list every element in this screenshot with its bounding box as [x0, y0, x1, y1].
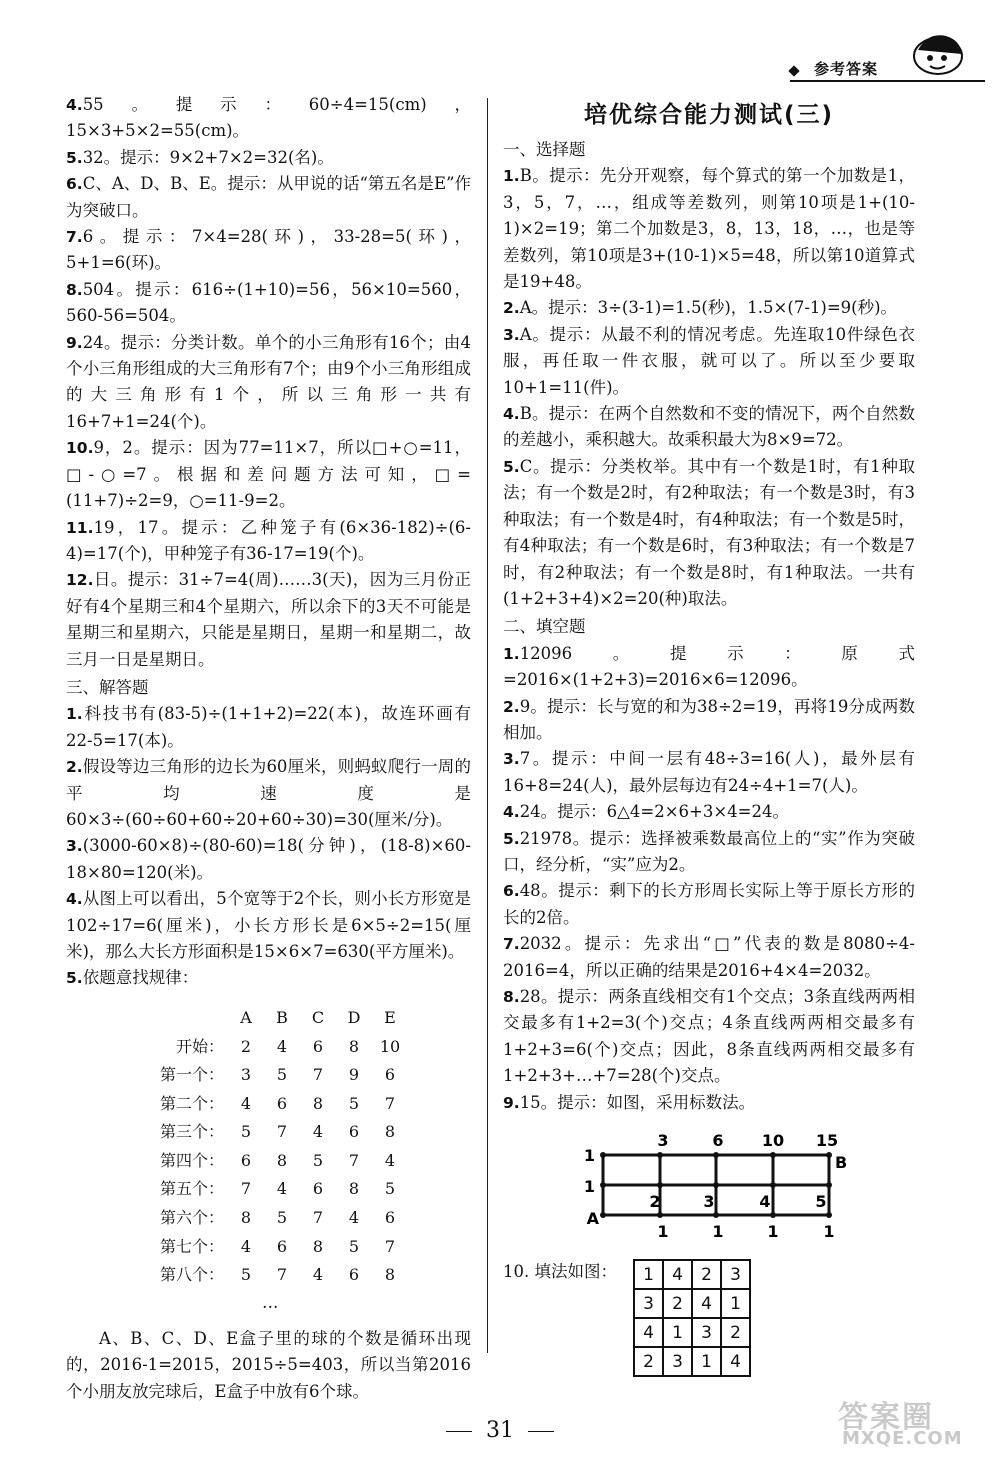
- table-cell: 7: [312, 1065, 324, 1085]
- left-label: 1: [583, 1146, 595, 1166]
- table-cell: 9: [348, 1065, 360, 1085]
- middle-label: 4: [759, 1192, 771, 1212]
- answer-item: 5.C。提示：分类枚举。其中有一个数是1时，有1种取法；有一个数是2时，有2种取法；有一个数是3时，有3种取法；有一个数是4时，有4种取法；有一个数是5时，有4种取法；有一个数是6时，有3种取法；有一个数是7时，有2种取法；有一个数是8时，有1种取法。一共有(1+2+3+4)×2=20(种)取法。: [503, 456, 915, 608]
- table-cell: 5: [348, 1236, 360, 1256]
- grid-cell: 2: [721, 1318, 750, 1347]
- table-cell: 7: [384, 1093, 396, 1113]
- question-10: [503, 1257, 915, 1387]
- table-row: [138, 1147, 408, 1176]
- grid-cell: 2: [663, 1289, 692, 1318]
- answer-item: 3.A。提示：从最不利的情况考虑。先连取10件绿色衣服，再任取一件衣服，就可以了。所以至少要取10+1=11(件)。: [503, 324, 915, 397]
- grid-cell: 4: [692, 1289, 721, 1318]
- answer-item: 12.日。提示：31÷7=4(周)……3(天)，因为三月份正好有4个星期三和4个星期六，所以余下的3天不可能是星期三和星期六，只能是星期日，星期一和星期二，故三月一日是星期日。: [66, 570, 471, 669]
- answer-item: 5.21978。提示：选择被乘数最高位上的“实”作为突破口，经分析，“实”应为2。: [503, 828, 915, 874]
- answer-item: 2.9。提示：长与宽的和为38÷2=19，再将19分成两数相加。: [503, 696, 915, 742]
- table-cell: 6: [276, 1093, 288, 1113]
- left-label: 1: [583, 1177, 595, 1197]
- header-label: 参考答案: [814, 60, 879, 78]
- grid-row: [634, 1289, 750, 1318]
- table-cell: 6: [312, 1036, 324, 1056]
- table-cell: 2: [240, 1036, 252, 1056]
- grid-cell: 3: [634, 1289, 663, 1318]
- table-cell: 4: [240, 1236, 252, 1256]
- answer-item: 8.28。提示：两条直线相交有1个交点；3条直线两两相交最多有1+2=3(个)交点；4条直线两两相交最多有1+2+3=6(个)交点；因此，8条直线两两相交最多有1+2+3+…+7=28(个)交点。: [503, 987, 915, 1086]
- answer-item: 1.B。提示：先分开观察，每个算式的第一个加数是1，3，5，7，…，组成等差数列，则第10项是1+(10-1)×2=19；第二个加数是3，8，13，18，…，也是等差数列，第10项是3+(10-1)×5=48，所以第10道算式是19+48。: [503, 166, 915, 292]
- table-row: [138, 1061, 408, 1090]
- middle-label: 5: [815, 1192, 827, 1212]
- table-row: [138, 1204, 408, 1233]
- row-label: 第二个：: [159, 1093, 224, 1113]
- column-header: D: [347, 1007, 361, 1027]
- bottom-label: 1: [712, 1222, 724, 1242]
- answer-item: 4.55。提示：60÷4=15(cm)，15×3+5×2=55(cm)。: [66, 95, 471, 141]
- table-cell: 8: [312, 1236, 324, 1256]
- table-cell: 4: [276, 1036, 288, 1056]
- conclusion-text: A、B、C、D、E盒子里的球的个数是循环出现的，2016-1=2015，2015÷5=403，所以当第2016个小朋友放完球后，E盒子中放有6个球。: [66, 1328, 471, 1401]
- path-count-figure: [503, 1120, 915, 1255]
- answer-item: 4.从图上可以看出，5个宽等于2个长，则小长方形宽是102÷17=6(厘米)，小长方形长是6×5÷2=15(厘米)，那么大长方形面积是15×6×7=630(平方厘米)。: [66, 889, 471, 961]
- middle-label: 2: [649, 1192, 661, 1212]
- watermark-url: MXQE.COM: [842, 1428, 963, 1449]
- row-label: 第四个：: [159, 1150, 224, 1170]
- header-rule: [790, 80, 985, 82]
- table-cell: 6: [384, 1208, 396, 1228]
- number-grid: [633, 1259, 751, 1377]
- table-cell: 6: [276, 1236, 288, 1256]
- table-cell: 6: [312, 1179, 324, 1199]
- mascot-icon: [908, 30, 968, 78]
- column-header: A: [240, 1007, 252, 1027]
- grid-cell: 4: [634, 1318, 663, 1347]
- table-cell: 6: [348, 1122, 360, 1142]
- q10-label: 10. 填法如图：: [503, 1262, 617, 1282]
- row-label: 开始：: [175, 1036, 224, 1056]
- grid-cell: 3: [663, 1347, 692, 1376]
- right-column: [503, 92, 915, 1387]
- page-header: [790, 58, 985, 82]
- column-header: C: [311, 1007, 325, 1027]
- grid-cell: 1: [634, 1260, 663, 1289]
- table-cell: 4: [312, 1265, 324, 1285]
- table-cell: 8: [384, 1122, 396, 1142]
- table-cell: 4: [384, 1150, 396, 1170]
- grid-cell: 3: [721, 1260, 750, 1289]
- pattern-table: [138, 1004, 408, 1290]
- answer-item: 3.7。提示：中间一层有48÷3=16(人)，最外层有16+8=24(人)，最外层每边有24÷4+1=7(人)。: [503, 749, 915, 795]
- grid-cell: 1: [663, 1318, 692, 1347]
- table-cell: 7: [348, 1150, 360, 1170]
- grid-cell: 1: [692, 1347, 721, 1376]
- column-header: E: [384, 1007, 396, 1027]
- table-cell: 5: [240, 1122, 252, 1142]
- table-cell: 7: [276, 1265, 288, 1285]
- grid-cell: 4: [721, 1347, 750, 1376]
- top-label: 6: [712, 1131, 724, 1151]
- table-row: [138, 1233, 408, 1262]
- table-cell: 8: [348, 1036, 360, 1056]
- grid-cell: 4: [663, 1260, 692, 1289]
- answer-item: 3.(3000-60×8)÷(80-60)=18(分钟)，(18-8)×60-18×80=120(米)。: [66, 836, 471, 882]
- table-cell: 4: [312, 1122, 324, 1142]
- section-heading: 二、填空题: [503, 617, 586, 637]
- grid-cell: 2: [692, 1260, 721, 1289]
- answer-item: 1.12096。提示：原式=2016×(1+2+3)=2016×6=12096。: [503, 643, 915, 690]
- table-row: [138, 1175, 408, 1204]
- table-cell: 7: [384, 1236, 396, 1256]
- table-cell: 4: [240, 1093, 252, 1113]
- table-cell: 8: [384, 1265, 396, 1285]
- table-cell: 7: [276, 1122, 288, 1142]
- table-cell: 8: [348, 1179, 360, 1199]
- grid-cell: 3: [692, 1318, 721, 1347]
- top-label: 3: [657, 1131, 669, 1151]
- table-cell: 4: [276, 1179, 288, 1199]
- answer-item: 9.24。提示：分类计数。单个的小三角形有16个；由4个小三角形组成的大三角形有7个；由9个小三角形组成的大三角形有1个，所以三角形一共有16+7+1=24(个)。: [66, 332, 471, 431]
- watermark: [838, 1392, 988, 1452]
- answer-item: 7.6。提示：7×4=28(环)，33-28=5(环)，5+1=6(环)。: [66, 227, 471, 273]
- grid-cell: 1: [721, 1289, 750, 1318]
- table-cell: 7: [240, 1179, 252, 1199]
- answer-item: 4.24。提示：6△4=2×6+3×4=24。: [503, 802, 789, 822]
- answer-item: 7.2032。提示：先求出“□”代表的数是8080÷4-2016=4，所以正确的结果是2016+4×4=2032。: [503, 934, 915, 980]
- row-label: 第八个：: [159, 1265, 224, 1285]
- answer-item: 2.A。提示：3÷(3-1)=1.5(秒)，1.5×(7-1)=9(秒)。: [503, 298, 898, 318]
- answer-item: 5.32。提示：9×2+7×2=32(名)。: [66, 147, 334, 167]
- answer-item: 5.依题意找规律：: [66, 968, 199, 988]
- top-label: 15: [815, 1131, 839, 1151]
- table-cell: 6: [384, 1065, 396, 1085]
- row-label: 第一个：: [159, 1065, 224, 1085]
- grid-row: [634, 1260, 750, 1289]
- table-cell: 5: [276, 1065, 288, 1085]
- bottom-label: 1: [767, 1222, 779, 1242]
- row-label: 第六个：: [159, 1208, 224, 1228]
- table-cell: 6: [348, 1265, 360, 1285]
- top-label: 10: [761, 1131, 785, 1151]
- answer-item: 2.假设等边三角形的边长为60厘米，则蚂蚁爬行一周的平均速度是60×3÷(60÷60+60÷20+60÷30)=30(厘米/分)。: [66, 757, 471, 829]
- table-header-row: [138, 1004, 408, 1033]
- answer-item: 4.B。提示：在两个自然数和不变的情况下，两个自然数的差越小，乘积越大。故乘积最大为8×9=72。: [503, 404, 915, 450]
- table-cell: 8: [240, 1208, 252, 1228]
- row-label: 第七个：: [159, 1236, 224, 1256]
- end-point-label: B: [835, 1153, 848, 1173]
- table-row: [138, 1090, 408, 1119]
- answer-item: 8.504。提示：616÷(1+10)=56，56×10=560，560-56=504。: [66, 279, 471, 326]
- answer-item: 6.C、A、D、B、E。提示：从甲说的话“第五名是E”作为突破口。: [66, 174, 471, 220]
- watermark-text: 答案圈: [838, 1400, 934, 1435]
- section-heading: 三、解答题: [66, 677, 149, 697]
- middle-label: 3: [703, 1192, 715, 1212]
- page-number: 31: [0, 1418, 1000, 1443]
- answer-item: 6.48。提示：剩下的长方形周长实际上等于原长方形的长的2倍。: [503, 881, 915, 927]
- bottom-label: 1: [823, 1222, 835, 1242]
- table-ellipsis: …: [262, 1292, 279, 1312]
- answer-item: 11.19，17。提示：乙种笼子有(6×36-182)÷(6-4)=17(个)，甲种笼子有36-17=19(个)。: [66, 517, 471, 563]
- table-row: [138, 1118, 408, 1147]
- test-title: 培优综合能力测试(三): [583, 102, 835, 128]
- table-cell: 7: [312, 1208, 324, 1228]
- answer-item: 1.科技书有(83-5)÷(1+1+2)=22(本)，故连环画有22-5=17(本)。: [66, 704, 471, 750]
- table-cell: 10: [379, 1036, 401, 1056]
- table-cell: 3: [240, 1065, 252, 1085]
- grid-row: [634, 1318, 750, 1347]
- table-cell: 8: [276, 1150, 288, 1170]
- grid-row: [634, 1347, 750, 1376]
- row-label: 第三个：: [159, 1122, 224, 1142]
- table-cell: 5: [312, 1150, 324, 1170]
- table-cell: 6: [240, 1150, 252, 1170]
- table-cell: 5: [348, 1093, 360, 1113]
- table-cell: 5: [384, 1179, 396, 1199]
- start-point-label: A: [586, 1209, 599, 1229]
- table-cell: 4: [348, 1208, 360, 1228]
- left-column: [66, 92, 471, 1405]
- table-row: [138, 1261, 408, 1290]
- table-cell: 5: [276, 1208, 288, 1228]
- answer-item: 9.15。提示：如图，采用标数法。: [503, 1092, 756, 1112]
- bottom-label: 1: [657, 1222, 669, 1242]
- table-row: [138, 1032, 408, 1061]
- table-cell: 8: [312, 1093, 324, 1113]
- table-cell: 5: [240, 1265, 252, 1285]
- column-header: B: [276, 1007, 288, 1027]
- grid-cell: 2: [634, 1347, 663, 1376]
- column-divider: [487, 98, 488, 1353]
- section-heading: 一、选择题: [503, 140, 586, 159]
- answer-item: 10.9，2。提示：因为77=11×7，所以□+○=11，□-○=7。根据和差问题方法可知，□=(11+7)÷2=9，○=11-9=2。: [66, 438, 471, 511]
- diamond-icon: [788, 65, 799, 76]
- row-label: 第五个：: [159, 1179, 224, 1199]
